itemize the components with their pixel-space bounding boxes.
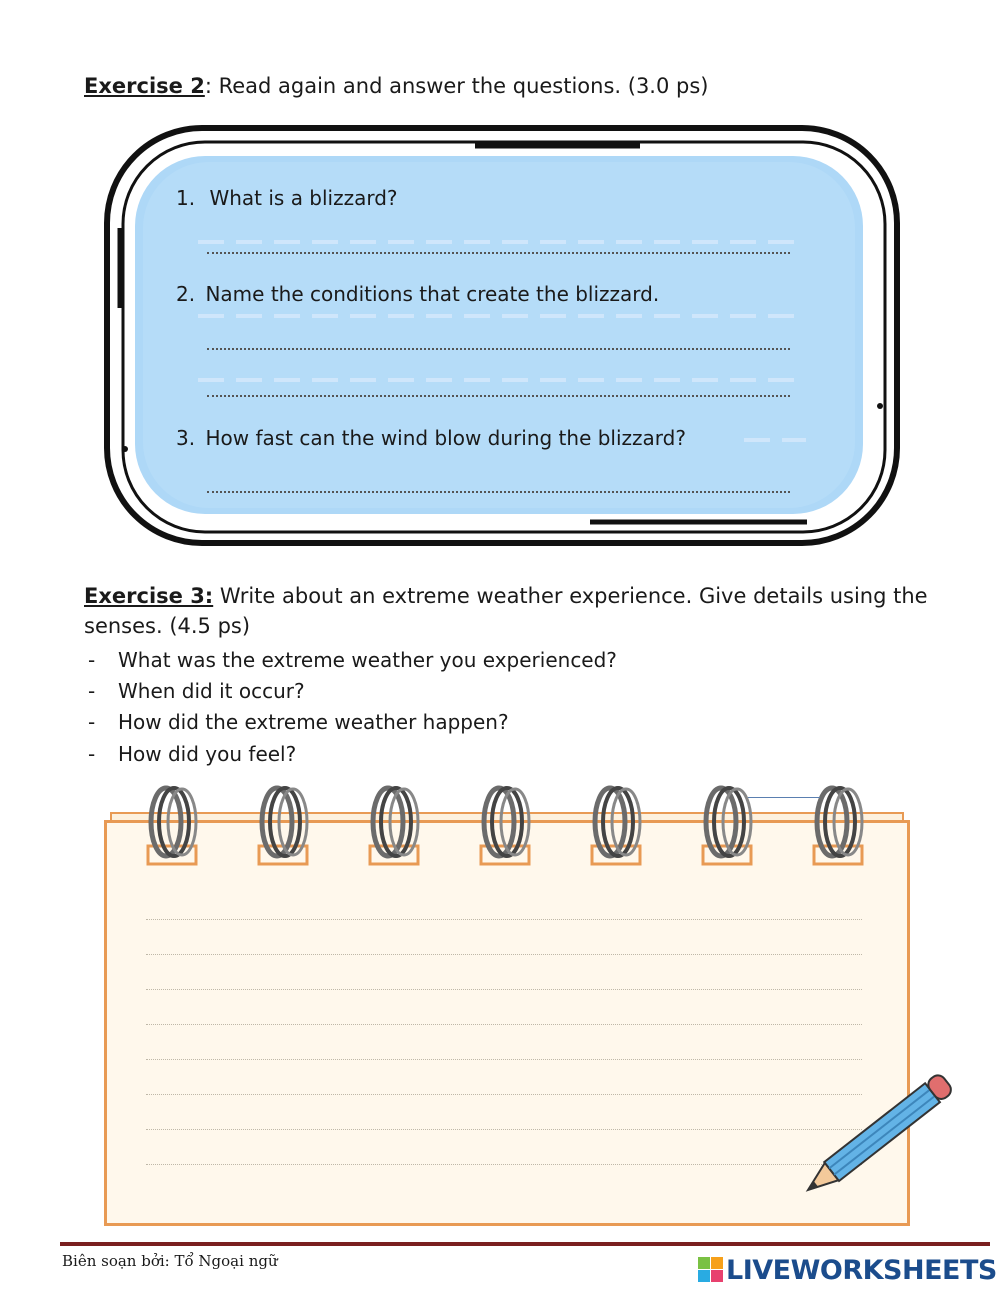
liveworksheets-logo[interactable] <box>698 1254 997 1286</box>
notebook-line <box>146 954 862 955</box>
exercise2-instruction: : Read again and answer the questions. (3.0 ps) <box>204 74 709 98</box>
notebook-line <box>146 989 862 990</box>
question-2-number: 2. <box>176 282 196 306</box>
footer-rule <box>60 1242 990 1246</box>
answer-guide <box>744 438 806 442</box>
prompt-1-text: What was the extreme weather you experienced? <box>118 648 617 672</box>
answer-guide <box>198 314 806 318</box>
question-3 <box>176 426 686 450</box>
spiral-ring-icon <box>479 784 531 868</box>
prompt-bullet-3 <box>88 707 509 738</box>
spiral-ring-icon <box>590 784 642 868</box>
liveworksheets-logo-icon <box>698 1257 724 1283</box>
footer-author: Biên soạn bởi: Tổ Ngoại ngữ <box>62 1252 278 1270</box>
notebook-page[interactable] <box>104 820 910 1226</box>
answer-line-3[interactable] <box>207 491 790 493</box>
spiral-ring-icon <box>368 784 420 868</box>
prompt-4-text: How did you feel? <box>118 742 297 766</box>
answer-line-2b[interactable] <box>207 395 790 397</box>
answer-line-1[interactable] <box>207 252 790 254</box>
answer-line-2a[interactable] <box>207 348 790 350</box>
spiral-ring-icon <box>146 784 198 868</box>
question-3-text: How fast can the wind blow during the blizzard? <box>205 426 686 450</box>
exercise3-label: Exercise 3: <box>84 584 214 608</box>
spiral-ring-icon <box>257 784 309 868</box>
answer-guide <box>198 378 806 382</box>
question-1 <box>176 186 398 210</box>
notebook-line <box>146 1024 862 1025</box>
question-1-text: What is a blizzard? <box>209 186 398 210</box>
exercise2-heading <box>84 71 708 101</box>
bullet-mark: - <box>88 742 96 766</box>
exercise2-label: Exercise 2 <box>84 74 205 98</box>
question-3-number: 3. <box>176 426 196 450</box>
liveworksheets-brand: LIVEWORKSHEETS <box>726 1254 997 1286</box>
notebook-line <box>146 1059 862 1060</box>
pencil-icon <box>798 1068 960 1196</box>
prompt-bullet-1 <box>88 645 617 676</box>
notebook-line <box>146 1129 862 1130</box>
question-1-number: 1. <box>176 186 196 210</box>
prompt-bullet-2 <box>88 676 305 707</box>
prompt-3-text: How did the extreme weather happen? <box>118 710 509 734</box>
notebook-line <box>146 1164 862 1165</box>
notebook-line <box>146 919 862 920</box>
answer-guide <box>198 240 806 244</box>
question-2 <box>176 282 659 306</box>
prompt-2-text: When did it occur? <box>118 679 305 703</box>
ring-connector <box>748 797 820 798</box>
exercise3-instruction: Write about an extreme weather experience. Give details using the senses. (4.5 ps) <box>84 584 928 638</box>
exercise3-heading <box>84 581 954 641</box>
prompt-bullet-4 <box>88 739 296 770</box>
bullet-mark: - <box>88 648 96 672</box>
spiral-ring-icon <box>701 784 753 868</box>
bullet-mark: - <box>88 710 96 734</box>
bullet-mark: - <box>88 679 96 703</box>
question-2-text: Name the conditions that create the blizzard. <box>205 282 660 306</box>
notebook-line <box>146 1094 862 1095</box>
